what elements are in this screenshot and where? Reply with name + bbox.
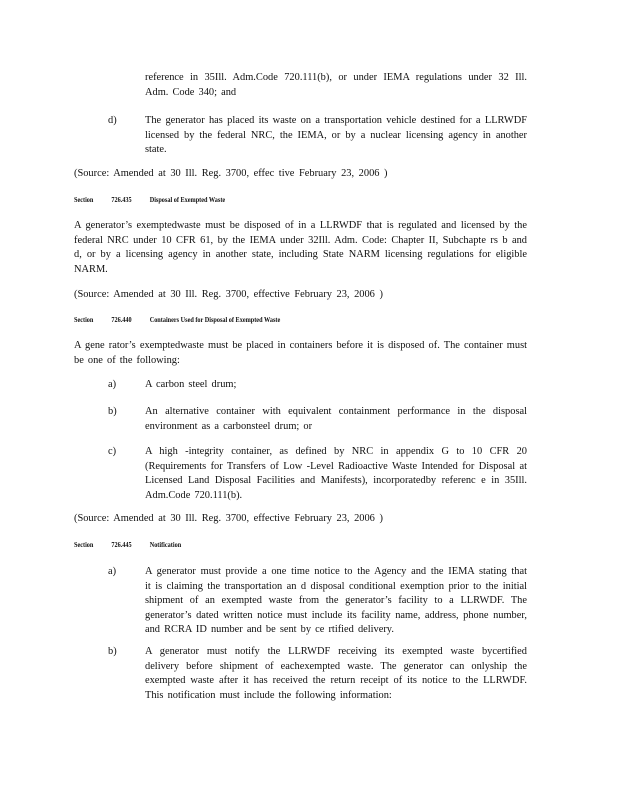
- item-label-b: b): [108, 406, 117, 417]
- item-text-b: A generator must notify the LLRWDF receiving its exempted waste bycertified delivery before shipment of eachexempted waste. The generator can onlyship the exempted waste after it has received the return receipt of its notice to the LLRWDF. This notification must include the following information:: [145, 646, 527, 701]
- item-label-b: b): [108, 646, 117, 657]
- item-text-a: A carbon steel drum;: [145, 379, 237, 390]
- item-label-a: a): [108, 566, 117, 577]
- section-number: 726.435: [111, 195, 132, 204]
- item-label-c: c): [108, 446, 117, 457]
- section-title: Notification: [149, 540, 182, 549]
- section-title: Containers Used for Disposal of Exempted Waste: [149, 315, 281, 324]
- item-text-d: The generator has placed its waste on a transportation vehicle destined for a LLRWDF licensed by the federal NRC, the IEMA, or by a nuclear licensing agency in another state.: [145, 115, 527, 156]
- section-word: Section: [74, 195, 94, 204]
- source-note: (Source: Amended at 30 Ill. Reg. 3700, effec tive February 23, 2006 ): [74, 168, 388, 179]
- section-word: Section: [74, 540, 94, 549]
- item-label-d: d): [108, 115, 117, 126]
- section-heading-726-435: [74, 195, 243, 205]
- item-text-b: An alternative container with equivalent containment performance in the disposal environment as a carbonsteel drum; or: [145, 406, 527, 432]
- item-text-a: A generator must provide a one time notice to the Agency and the IEMA stating that it is claiming the transportation an d disposal conditional exemption prior to the initial shipment of an exempted waste from the generator’s facility to a LLRWDF. The generator’s dated written notice must include its facility name, address, phone number, and RCRA ID number and be sent by ce rtified delivery.: [145, 566, 527, 636]
- section-title: Disposal of Exempted Waste: [149, 195, 226, 204]
- section-body-726-440: A gene rator’s exemptedwaste must be placed in containers before it is disposed of. The container must be one of the following:: [74, 340, 527, 366]
- section-body-726-435: A generator’s exemptedwaste must be disposed of in a LLRWDF that is regulated and licensed by the federal NRC under 10 CFR 61, by the IEMA under 32Ill. Adm. Code: Chapter II, Subchapte rs b and d, or by a licensing agency in another state, including State NARM licensing regulations for eligible NARM.: [74, 220, 527, 275]
- section-number: 726.445: [111, 540, 132, 549]
- section-number: 726.440: [111, 315, 132, 324]
- item-label-a: a): [108, 379, 117, 390]
- section-heading-726-445: [74, 540, 199, 550]
- section-word: Section: [74, 315, 94, 324]
- source-note: (Source: Amended at 30 Ill. Reg. 3700, effective February 23, 2006 ): [74, 289, 383, 300]
- item-text-c: A high -integrity container, as defined by NRC in appendix G to 10 CFR 20 (Requirements for Transfers of Low -Level Radioactive Waste Intended for Disposal at Licensed Land Disposal Facilities and Manifests), incorporatedby referenc e in 35Ill. Adm.Code 720.111(b).: [145, 446, 527, 501]
- continuation-paragraph: reference in 35Ill. Adm.Code 720.111(b), or under IEMA regulations under 32 Ill. Adm. Code 340; and: [145, 72, 527, 98]
- section-heading-726-440: [74, 315, 298, 325]
- source-note: (Source: Amended at 30 Ill. Reg. 3700, effective February 23, 2006 ): [74, 513, 383, 524]
